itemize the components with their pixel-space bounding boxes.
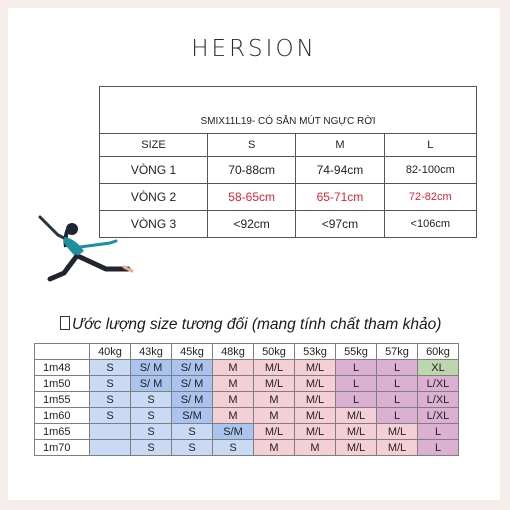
cell-value: 65-71cm [296,184,384,211]
height-label: 1m55 [35,392,90,408]
size-cell: M/L [336,424,377,440]
size-cell: S [172,424,213,440]
size-cell: L [377,408,418,424]
size-cell: M [254,440,295,456]
cell-value: 72-82cm [384,184,476,211]
table-row [35,392,459,408]
size-cell: M/L [295,408,336,424]
size-cell: M/L [295,376,336,392]
size-cell: M/L [254,424,295,440]
corner-cell [35,344,90,360]
size-cell: M/L [336,408,377,424]
size-spec-table [99,86,477,238]
table-row [100,157,477,184]
size-cell: XL [418,360,459,376]
height-label: 1m48 [35,360,90,376]
size-cell: M/L [295,424,336,440]
size-cell: S/ M [172,376,213,392]
row-label: VÒNG 2 [100,184,208,211]
size-cell: M/L [377,440,418,456]
weight-header: 60kg [418,344,459,360]
table-header-row [35,344,459,360]
cell-value: 82-100cm [384,157,476,184]
size-cell: S/ M [131,360,172,376]
cell-value: 58-65cm [208,184,296,211]
size-cell: S [172,440,213,456]
size-cell: L [336,376,377,392]
height-label: 1m65 [35,424,90,440]
table-row [35,424,459,440]
size-cell: L [377,376,418,392]
size-cell: S [90,376,131,392]
size-cell: M [213,408,254,424]
size-cell: M [213,392,254,408]
table-row [35,408,459,424]
size-cell: L [377,360,418,376]
size-cell [90,424,131,440]
row-label: VÒNG 3 [100,211,208,238]
size-cell: L/XL [418,376,459,392]
yoga-figure-illustration [36,213,136,293]
height-label: 1m60 [35,408,90,424]
size-cell: L [377,392,418,408]
size-header-label: SIZE [100,134,208,157]
size-cell: S [131,392,172,408]
cell-value: 70-88cm [208,157,296,184]
weight-header: 50kg [254,344,295,360]
size-cell: S [90,392,131,408]
weight-header: 53kg [295,344,336,360]
size-cell: S [131,440,172,456]
size-cell: S/M [213,424,254,440]
size-cell: S/M [172,408,213,424]
table-row [100,184,477,211]
table-row [100,211,477,238]
table-row [100,87,477,134]
weight-header: 48kg [213,344,254,360]
size-cell: M/L [377,424,418,440]
size-header-l: L [384,134,476,157]
size-estimate-note [60,316,441,334]
cell-value: <97cm [296,211,384,238]
table-row [35,360,459,376]
size-cell: L [336,360,377,376]
size-cell: M/L [254,360,295,376]
size-cell: S [90,408,131,424]
placeholder-glyph-icon [60,316,70,330]
size-cell: M/L [254,376,295,392]
size-estimate-table [34,343,459,456]
size-cell: S [131,408,172,424]
size-cell: L [418,424,459,440]
size-cell: S/ M [172,392,213,408]
weight-header: 57kg [377,344,418,360]
size-cell: L/XL [418,392,459,408]
size-chart-card [8,8,500,500]
brand-logo: HERSION [191,36,317,62]
size-cell: M/L [336,440,377,456]
row-label: VÒNG 1 [100,157,208,184]
note-text: Ước lượng size tương đối (mang tính chất tham khảo) [72,316,442,333]
weight-header: 40kg [90,344,131,360]
weight-header: 55kg [336,344,377,360]
size-header-m: M [296,134,384,157]
height-label: 1m70 [35,440,90,456]
size-cell: L/XL [418,408,459,424]
size-cell: L [418,440,459,456]
table-row [100,134,477,157]
size-cell: S [131,424,172,440]
size-cell: M/L [295,392,336,408]
size-cell: L [336,392,377,408]
cell-value: <92cm [208,211,296,238]
table-row [35,440,459,456]
size-cell: M [295,440,336,456]
weight-header: 43kg [131,344,172,360]
cell-value: <106cm [384,211,476,238]
size-cell: M [254,408,295,424]
size-cell: M [213,360,254,376]
size-cell: S/ M [172,360,213,376]
size-cell: M/L [295,360,336,376]
size-cell: S [90,360,131,376]
size-header-s: S [208,134,296,157]
height-label: 1m50 [35,376,90,392]
product-code: SMIX11L19- CÓ SẴN MÚT NGỰC RỜI [100,87,477,134]
size-cell: S/ M [131,376,172,392]
size-cell: M [254,392,295,408]
table-row [35,376,459,392]
size-cell: M [213,376,254,392]
size-cell: S [213,440,254,456]
weight-header: 45kg [172,344,213,360]
size-cell [90,440,131,456]
cell-value: 74-94cm [296,157,384,184]
